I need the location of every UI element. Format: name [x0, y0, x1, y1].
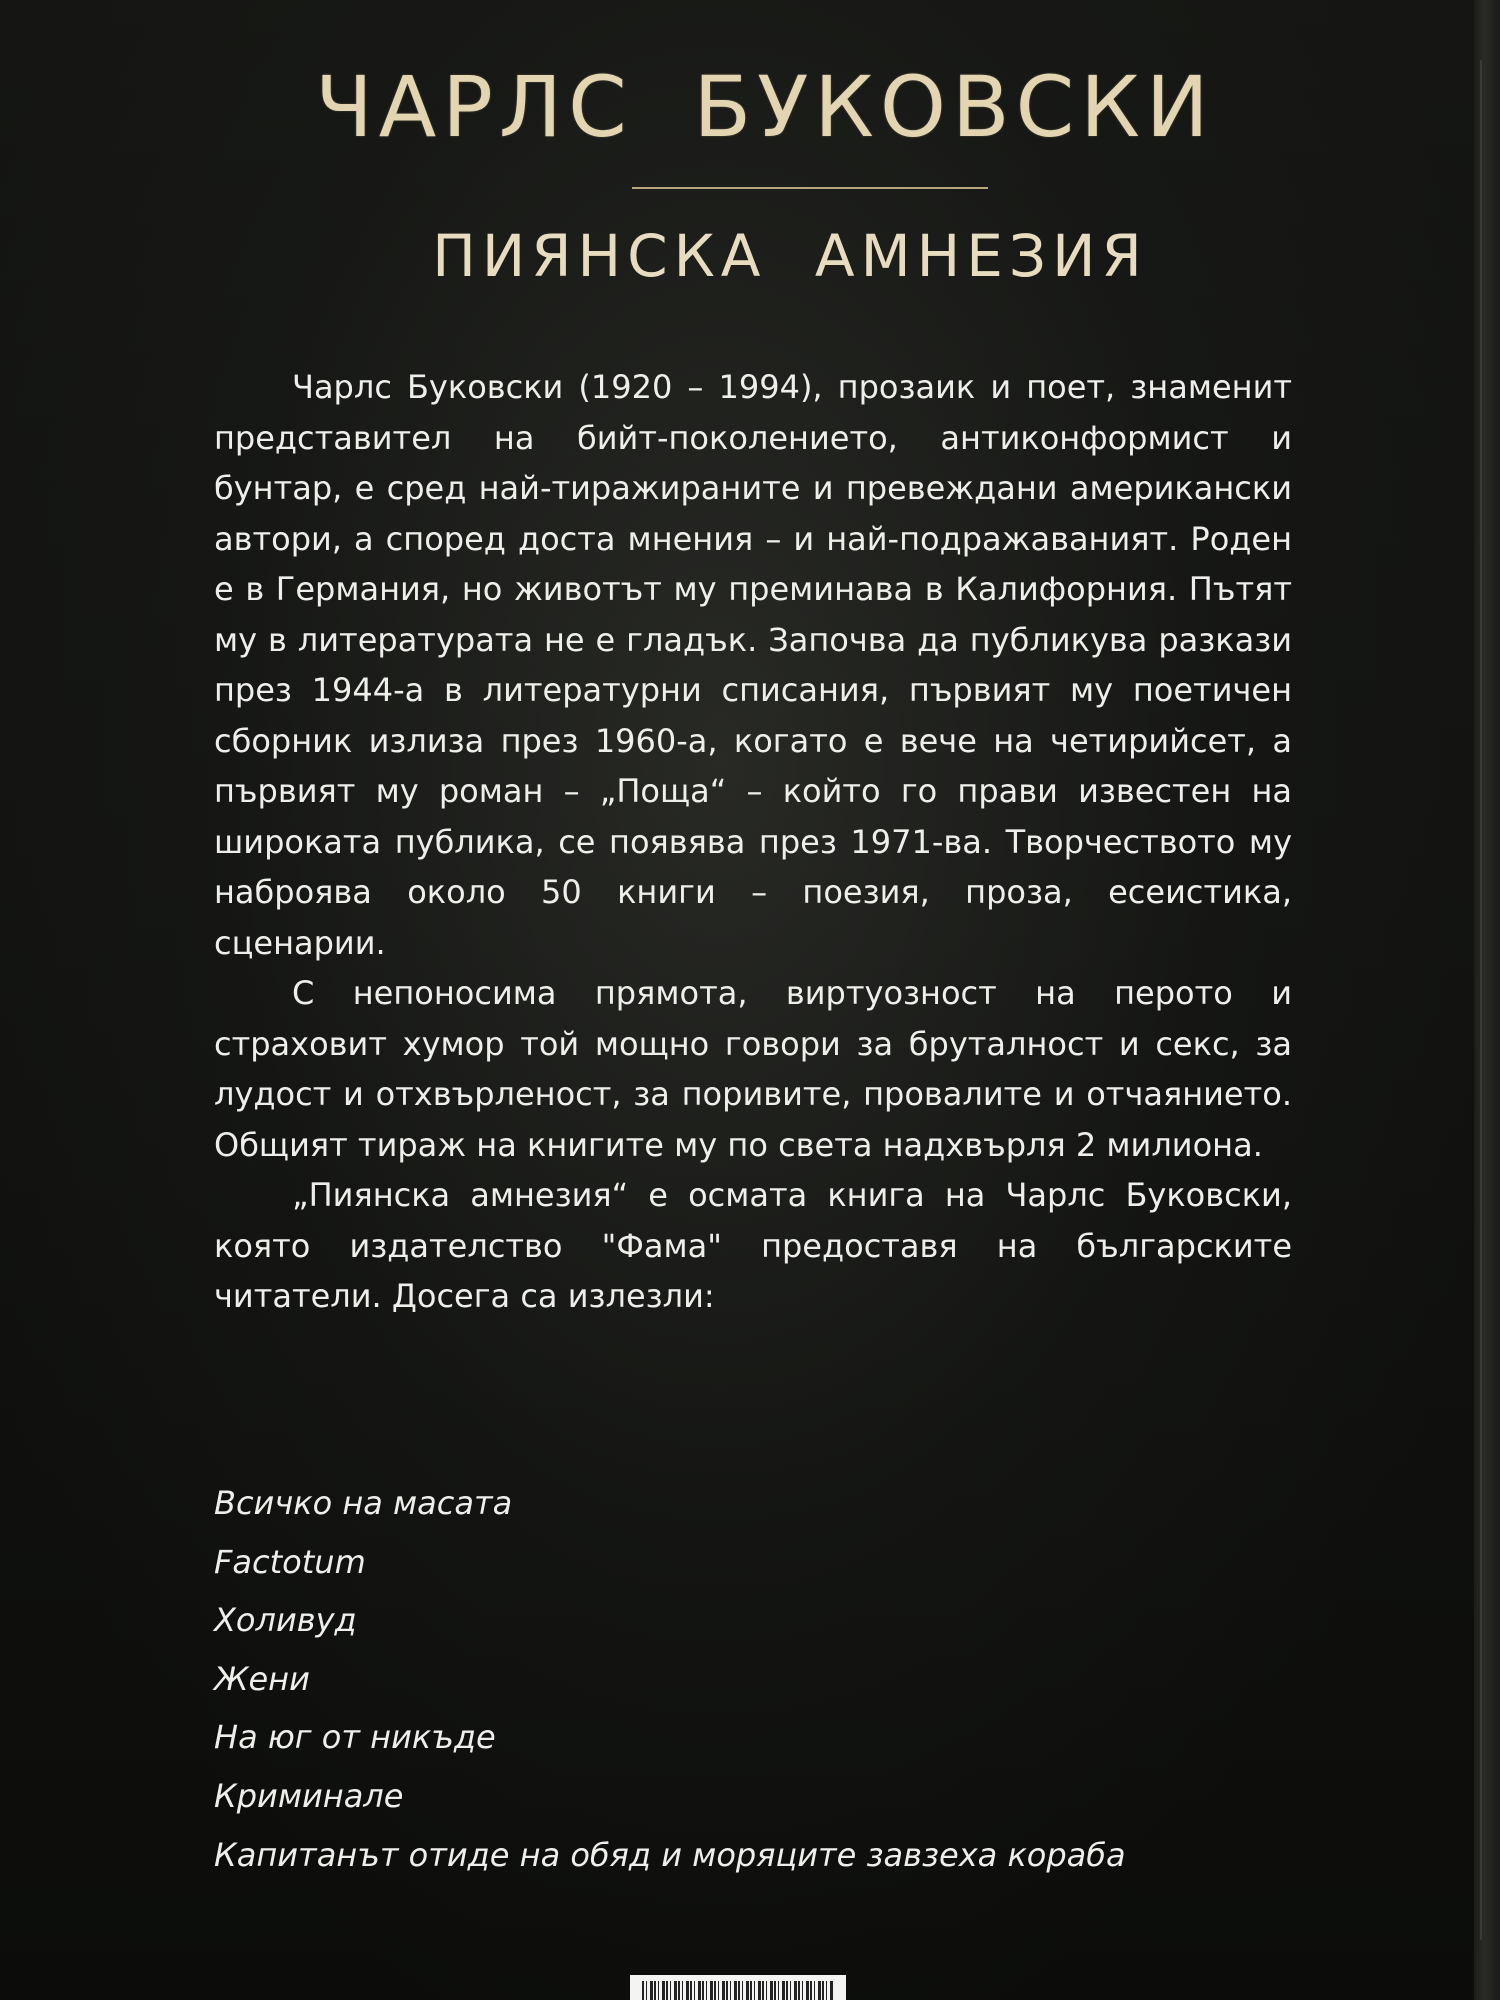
- barcode-icon: [642, 1981, 834, 2000]
- cover-spine-edge: [1474, 0, 1500, 2000]
- description-paragraph: „Пиянска амнезия“ е осмата книга на Чарлс Буковски, която издателство "Фама" предоставя на българските читатели. Досега са излезли:: [214, 1176, 1292, 1315]
- spine-crease: [1480, 60, 1482, 1940]
- book-list-item: Холивуд: [214, 1601, 357, 1640]
- book-list-item: Капитанът отиде на обяд и моряците завзеха кораба: [214, 1835, 1126, 1874]
- description-paragraph: Чарлс Буковски (1920 – 1994), прозаик и поет, знаменит представител на бийт-поколението, антиконформист и бунтар, е сред най-тиражираните и превеждани американски автори, а според доста мнения – и най-подражаваният. Роден е в Германия, но животът му преминава в Калифорния. Пътят му в литературата не е гладък. Започва да публикува разкази през 1944-а в литературни списания, първият му поетичен сборник излиза през 1960-а, когато е вече на четирийсет, а първият му роман – „Поща“ – който го прави известен на широката публика, се появява през 1971-ва. Творчеството му наброява около 50 книги – поезия, проза, есеистика, сценарии.: [214, 368, 1292, 962]
- title-divider: [632, 187, 988, 189]
- book-list-item: Всичко на масата: [214, 1484, 513, 1522]
- book-list-item: На юг от никъде: [214, 1718, 496, 1757]
- description-paragraph: С непоносима прямота, виртуозност на перото и страховит хумор той мощно говори за бруталност и секс, за лудост и отхвърленост, за поривите, провалите и отчаянието. Общият тираж на книгите му по света надхвърля 2 милиона.: [214, 974, 1292, 1164]
- barcode-label: [630, 1975, 846, 2000]
- description-text: [214, 362, 1292, 1322]
- book-list-item: Жени: [214, 1659, 310, 1698]
- book-list-item: Криминале: [214, 1776, 404, 1815]
- book-title: ПИЯНСКА АМНЕЗИЯ: [432, 222, 1148, 290]
- author-name: ЧАРЛС БУКОВСКИ: [315, 58, 1215, 156]
- published-books-list: [214, 1474, 1314, 1884]
- book-list-item: Factotum: [214, 1542, 366, 1581]
